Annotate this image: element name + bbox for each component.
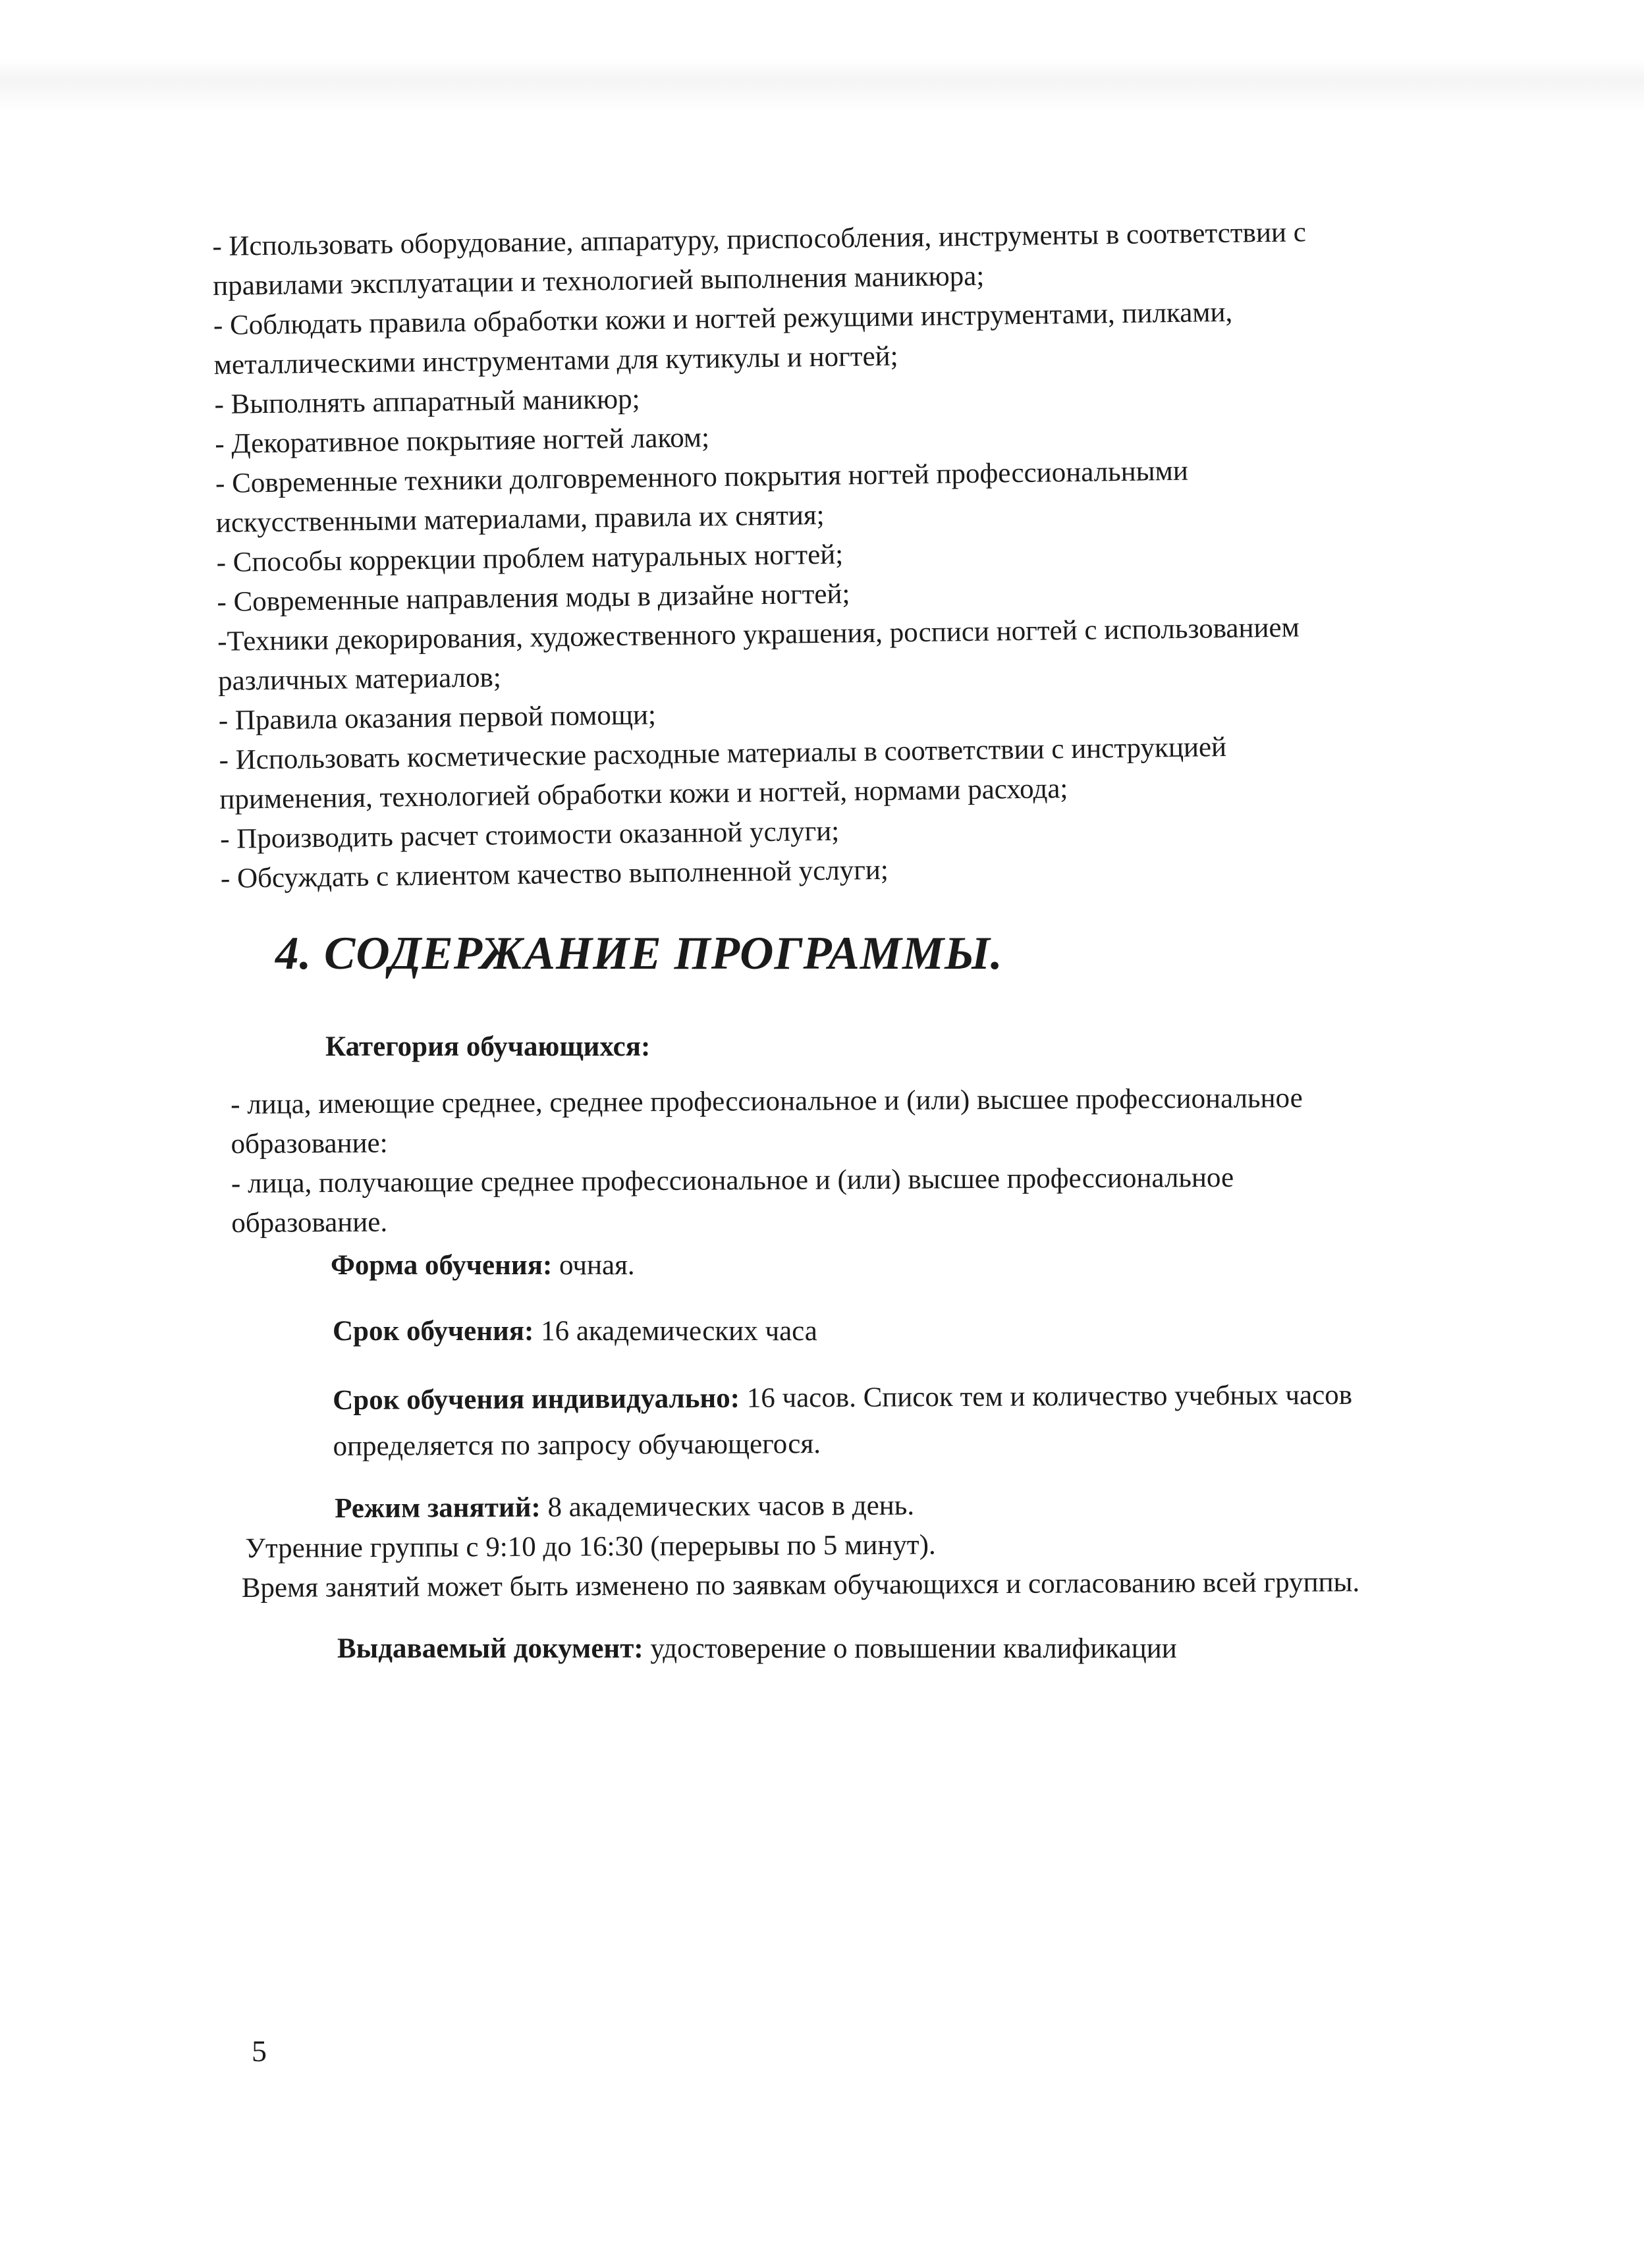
skills-line: - Использовать оборудование, аппаратуру, приспособления, инструменты в соответствии с	[212, 217, 1307, 262]
skills-line: - Современные направления моды в дизайне ногтей;	[217, 578, 850, 618]
category-label: Категория обучающихся:	[325, 1031, 651, 1062]
form-label: Форма обучения:	[331, 1250, 553, 1281]
category-line: образование:	[231, 1127, 388, 1160]
individual-line2: определяется по запросу обучающегося.	[333, 1428, 821, 1462]
skills-line: применения, технологией обработки кожи и ногтей, нормами расхода;	[219, 773, 1068, 815]
form-value: очная.	[552, 1250, 635, 1281]
duration-value: 16 академических часа	[534, 1316, 817, 1347]
skills-line: - Декоративное покрытияе ногтей лаком;	[215, 422, 710, 460]
skills-line: правилами эксплуатации и технологией выполнения маникюра;	[212, 260, 985, 302]
skills-line: металлическими инструментами для кутикулы и ногтей;	[213, 340, 898, 381]
schedule-line2: Утренние группы с 9:10 до 16:30 (перерывы по 5 минут).	[245, 1529, 936, 1564]
category-line: образование.	[231, 1206, 388, 1239]
skills-line: - Соблюдать правила обработки кожи и ногтей режущими инструментами, пилками,	[213, 296, 1233, 341]
skills-line: различных материалов;	[217, 662, 502, 697]
duration-label: Срок обучения:	[333, 1316, 534, 1347]
individual-label: Срок обучения индивидуально:	[333, 1382, 740, 1416]
schedule	[241, 1484, 1360, 1608]
form-of-study	[331, 1246, 635, 1285]
skills-line: - Выполнять аппаратный маникюр;	[214, 383, 640, 420]
scan-shadow	[0, 59, 1644, 112]
schedule-label: Режим занятий:	[335, 1492, 541, 1525]
schedule-value: 8 академических часов в день.	[540, 1490, 915, 1523]
skills-line: - Современные техники долговременного покрытия ногтей профессиональными	[215, 455, 1189, 499]
skills-line: - Использовать косметические расходные материалы в соответствии с инструкцией	[219, 731, 1227, 776]
page-number: 5	[252, 2034, 267, 2068]
study-duration	[333, 1312, 817, 1351]
individual-duration	[333, 1372, 1353, 1470]
skills-line: - Правила оказания первой помощи;	[218, 699, 657, 736]
individual-value: 16 часов. Список тем и количество учебных часов	[739, 1379, 1353, 1414]
skills-line: искусственными материалами, правила их снятия;	[215, 499, 825, 539]
issued-document	[337, 1629, 1177, 1669]
skills-line: - Обсуждать с клиентом качество выполненной услуги;	[220, 854, 889, 894]
category-list	[231, 1079, 1303, 1243]
category-line: - лица, имеющие среднее, среднее профессиональное и (или) высшее профессиональное	[231, 1083, 1303, 1120]
skills-line: - Способы коррекции проблем натуральных ногтей;	[216, 539, 844, 578]
skills-line: -Техники декорирования, художественного украшения, росписи ногтей с использованием	[217, 612, 1300, 657]
category-line: - лица, получающие среднее профессиональное и (или) высшее профессиональное	[231, 1162, 1234, 1199]
section-heading: 4. СОДЕРЖАНИЕ ПРОГРАММЫ.	[275, 928, 1003, 979]
document-label: Выдаваемый документ:	[337, 1633, 644, 1664]
skills-list	[212, 210, 1505, 898]
document-value: удостоверение о повышении квалификации	[643, 1633, 1177, 1664]
skills-line: - Производить расчет стоимости оказанной услуги;	[219, 815, 840, 855]
schedule-line3: Время занятий может быть изменено по заявкам обучающихся и согласованию всей группы.	[241, 1567, 1360, 1604]
